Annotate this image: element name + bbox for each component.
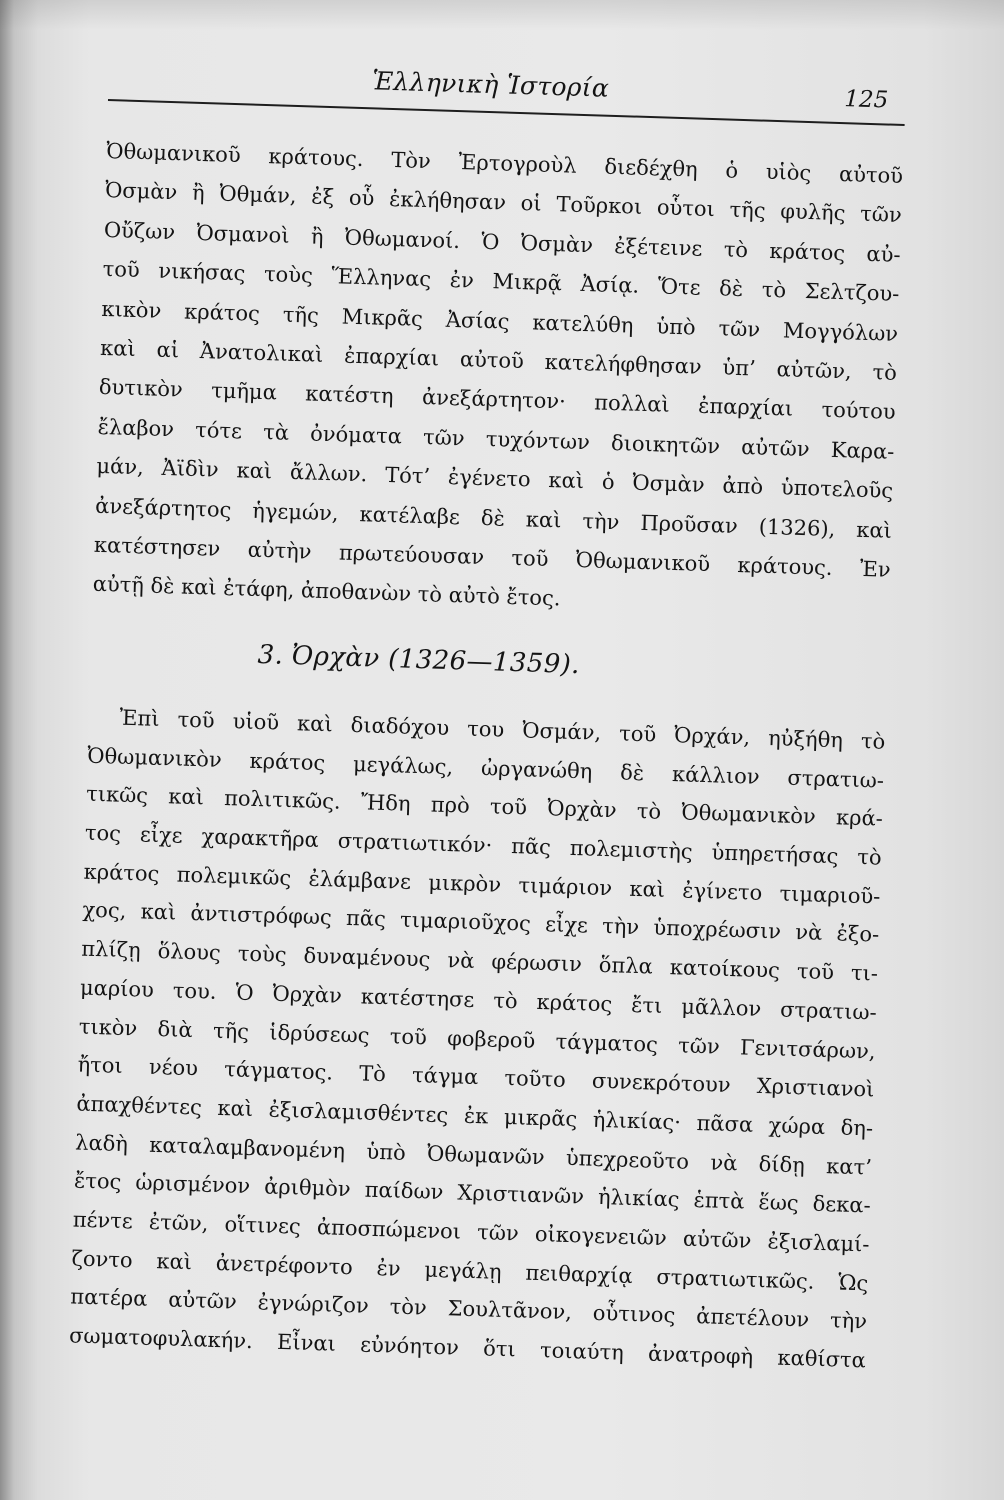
text-line: μαρίου του. Ὁ Ὀρχὰν κατέστησε τὸ κράτος ἔτι μᾶλλον στρατιω- bbox=[79, 975, 878, 1025]
paragraph-2 bbox=[69, 698, 886, 1380]
text-line: τικὸν διὰ τῆς ἱδρύσεως τοῦ φοβεροῦ τάγματος τῶν Γενιτσάρων, bbox=[78, 1014, 876, 1064]
page-number: 125 bbox=[843, 86, 889, 114]
text-line: πέντε ἐτῶν, οἵτινες ἀποσπώμενοι τῶν οἰκογενειῶν αὐτῶν ἐξισλαμί- bbox=[72, 1207, 870, 1257]
text-line: πατέρα αὐτῶν ἐγνώριζον τὸν Σουλτᾶνον, οὗτινος ἀπετέλουν τὴν bbox=[70, 1284, 868, 1334]
text-line: λαδὴ καταλαμβανομένη ὑπὸ Ὀθωμανῶν ὑπεχρεοῦτο νὰ δίδῃ κατ’ bbox=[74, 1130, 873, 1180]
page-content bbox=[4, 0, 917, 1405]
text-line: κικὸν κράτος τῆς Μικρᾶς Ἀσίας κατελύθη ὑπὸ τῶν Μογγόλων bbox=[101, 296, 899, 346]
text-line: Ἐπὶ τοῦ υἱοῦ καὶ διαδόχου του Ὀσμάν, τοῦ Ὀρχάν, ηὐξήθη τὸ bbox=[119, 705, 886, 754]
text-line: ἀνεξάρτητος ἡγεμών, κατέλαβε δὲ καὶ τὴν Προῦσαν (1326), καὶ bbox=[94, 493, 893, 543]
text-line: ἔλαβον τότε τὰ ὀνόματα τῶν τυχόντων διοικητῶν αὐτῶν Καρα- bbox=[97, 414, 895, 464]
text-line: ἔτος ὡρισμένον ἀριθμὸν παίδων Χριστιανῶν ἡλικίας ἑπτὰ ἕως δεκα- bbox=[73, 1168, 872, 1218]
text-line: Ὀθωμανικὸν κράτος μεγάλως, ὠργανώθη δὲ κάλλιον στρατιω- bbox=[87, 743, 885, 793]
section-heading: 3. Ὀρχὰν (1326—1359). bbox=[257, 639, 581, 681]
text-line: ἀπαχθέντες καὶ ἐξισλαμισθέντες ἐκ μικρᾶς ἡλικίας· πᾶσα χώρα δη- bbox=[76, 1091, 874, 1141]
text-line: τοῦ νικήσας τοὺς Ἕλληνας ἐν Μικρᾷ Ἀσίᾳ. Ὅτε δὲ τὸ Σελτζου- bbox=[102, 257, 900, 307]
text-line: δυτικὸν τμῆμα κατέστη ἀνεξάρτητον· πολλαὶ ἐπαρχίαι τούτου bbox=[98, 375, 896, 425]
text-line: τος εἶχε χαρακτῆρα στρατιωτικόν· πᾶς πολεμιστὴς ὑπηρετήσας τὸ bbox=[84, 820, 882, 870]
text-line: πλίζῃ ὅλους τοὺς δυναμένους νὰ φέρωσιν ὅπλα κατοίκους τοῦ τι- bbox=[80, 936, 879, 986]
text-line: τικῶς καὶ πολιτικῶς. Ἤδη πρὸ τοῦ Ὀρχὰν τὸ Ὀθωμανικὸν κρά- bbox=[85, 782, 884, 832]
text-line: Ὀθωμανικοῦ κράτους. Τὸν Ἐρτογροὺλ διεδέχθη ὁ υἱὸς αὐτοῦ bbox=[106, 138, 904, 189]
text-line: Ὀσμὰν ἢ Ὀθμάν, ἐξ οὗ ἐκλήθησαν οἱ Τοῦρκοι οὗτοι τῆς φυλῆς τῶν bbox=[104, 178, 903, 228]
text-line: καὶ αἱ Ἀνατολικαὶ ἐπαρχίαι αὐτοῦ κατελήφθησαν ὑπ’ αὐτῶν, τὸ bbox=[99, 335, 898, 385]
header-rule bbox=[108, 99, 905, 126]
text-line: Οὔζων Ὀσμανοὶ ἢ Ὀθωμανοί. Ὁ Ὀσμὰν ἐξέτεινε τὸ κράτος αὐ- bbox=[103, 217, 901, 267]
text-line: σωματοφυλακήν. Εἶναι εὐνόητον ὅτι τοιαύτη ἀνατροφὴ καθίστα bbox=[68, 1323, 867, 1373]
text-line: κράτος πολεμικῶς ἐλάμβανε μικρὸν τιμάριον καὶ ἐγίνετο τιμαριοῦ- bbox=[83, 859, 881, 909]
text-line: αὐτῇ δὲ καὶ ἐτάφη, ἀποθανὼν τὸ αὐτὸ ἔτος. bbox=[92, 572, 561, 611]
text-line: μάν, Ἀϊδὶν καὶ ἄλλων. Τότ’ ἐγένετο καὶ ὁ Ὀσμὰν ἀπὸ ὑποτελοῦς bbox=[96, 453, 894, 503]
text-line: κατέστησεν αὐτὴν πρωτεύουσαν τοῦ Ὀθωμανικοῦ κράτους. Ἐν bbox=[93, 532, 892, 582]
text-line: ζοντο καὶ ἀνετρέφοντο ἐν μεγάλῃ πειθαρχίᾳ στρατιωτικῶς. Ὡς bbox=[71, 1246, 869, 1296]
running-title: Ἑλληνικὴ Ἱστορία bbox=[371, 66, 610, 103]
text-line: ἤτοι νέου τάγματος. Τὸ τάγμα τοῦτο συνεκρότουν Χριστιανοὶ bbox=[77, 1052, 875, 1102]
paragraph-1 bbox=[92, 132, 903, 629]
text-line: χος, καὶ ἀντιστρόφως πᾶς τιμαριοῦχος εἶχε τὴν ὑποχρέωσιν νὰ ἐξο- bbox=[82, 898, 880, 948]
